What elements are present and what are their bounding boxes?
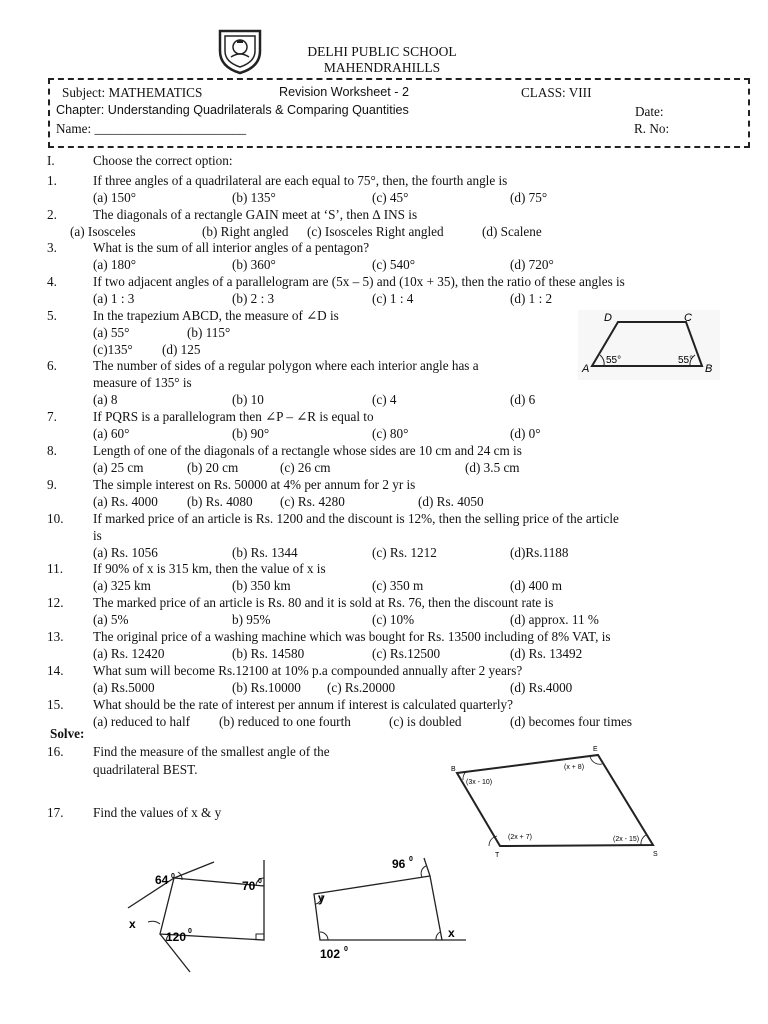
question-number: 12.	[47, 595, 64, 610]
option-b: b) 95%	[232, 612, 271, 627]
option-c: (c) 45°	[372, 190, 409, 205]
chapter-label: Chapter: Understanding Quadrilaterals & Comparing Quantities	[56, 103, 409, 117]
fig2-angle-102-deg: 0	[344, 946, 348, 953]
question-number: 6.	[47, 358, 57, 373]
option-c: (c) 80°	[372, 426, 409, 441]
best-label-t: T	[495, 852, 500, 859]
trap-angle-a: 55°	[606, 355, 622, 366]
question-text: The original price of a washing machine which was bought for Rs. 13500 including of 8% VAT, is	[93, 629, 611, 644]
question-text: What should be the rate of interest per annum if interest is calculated quarterly?	[93, 697, 514, 712]
question-text: The number of sides of a regular polygon where each interior angle has a	[93, 358, 479, 373]
question-number: 7.	[47, 409, 57, 424]
option-d: (d) 1 : 2	[510, 291, 553, 306]
option-b: (b) 10	[232, 392, 264, 407]
option-c: (c) is doubled	[389, 714, 462, 729]
fig1-angle-70-deg: 0	[258, 878, 262, 885]
question-text: If 90% of x is 315 km, then the value of x is	[93, 561, 326, 576]
option-a: (a) 150°	[93, 190, 136, 205]
trap-label-d: D	[604, 312, 612, 324]
date-label: Date:	[635, 104, 664, 119]
fig1-label-x: x	[129, 917, 136, 931]
question-text: The diagonals of a rectangle GAIN meet at ‘S’, then ∆ INS is	[93, 207, 418, 222]
option-a: (a) 8	[93, 392, 118, 407]
option-b: (b) 2 : 3	[232, 291, 275, 306]
question-text: If two adjacent angles of a parallelogram are (5x – 5) and (10x + 35), then the ratio of these angles is	[93, 274, 625, 289]
option-a: (a) Rs. 1056	[93, 545, 158, 560]
option-c: (c) Isosceles Right angled	[307, 224, 444, 239]
fig1-angle-64: 64	[155, 873, 169, 887]
solve-title: Solve:	[50, 726, 85, 741]
option-c: (c) 26 cm	[280, 460, 331, 475]
option-c: (c) Rs. 1212	[372, 545, 437, 560]
option-a: (a) 5%	[93, 612, 129, 627]
question-text: If three angles of a quadrilateral are each equal to 75°, then, the fourth angle is	[93, 173, 508, 188]
trapezium-figure	[578, 310, 720, 380]
option-d: (d) 3.5 cm	[465, 460, 520, 475]
worksheet-title: Revision Worksheet - 2	[279, 85, 409, 99]
question-text: In the trapezium ABCD, the measure of ∠D is	[93, 308, 339, 323]
question-text-continued: measure of 135° is	[93, 375, 192, 390]
option-d: (d) Rs. 4050	[418, 494, 484, 509]
option-b: (b) 360°	[232, 257, 276, 272]
option-d: (d) Scalene	[482, 224, 542, 239]
name-field: Name: _______________________	[56, 121, 247, 136]
question-number: 10.	[47, 511, 64, 526]
question-number: 13.	[47, 629, 64, 644]
class-label: CLASS: VIII	[521, 85, 592, 100]
rno-label: R. No:	[634, 121, 670, 136]
fig1-angle-120: 120	[166, 930, 187, 944]
question-text: If marked price of an article is Rs. 1200 and the discount is 12%, then the selling price of the article	[93, 511, 619, 526]
fig2-label-y: y	[318, 891, 325, 905]
option-d: (d) 720°	[510, 257, 554, 272]
question-number: 4.	[47, 274, 57, 289]
option-a: (a) 60°	[93, 426, 130, 441]
q16-text: Find the measure of the smallest angle of the	[93, 744, 330, 759]
subject-label: Subject: MATHEMATICS	[62, 85, 203, 100]
option-b: (b) reduced to one fourth	[219, 714, 351, 729]
fig1-angle-120-deg: 0	[188, 928, 192, 935]
option-a: (a) Isosceles	[70, 224, 136, 239]
option-a: (a) Rs.5000	[93, 680, 155, 695]
question-text: If PQRS is a parallelogram then ∠P – ∠R is equal to	[93, 409, 374, 424]
question-number: 9.	[47, 477, 57, 492]
option-c: (c) 350 m	[372, 578, 424, 593]
angle-figure-1	[120, 858, 290, 978]
option-b: (b) Rs. 14580	[232, 646, 305, 661]
fig2-angle-96-deg: 0	[409, 856, 413, 863]
option-b: (b) Rs. 4080	[187, 494, 253, 509]
option-b: (b) 90°	[232, 426, 270, 441]
section-number: I.	[47, 153, 55, 168]
fig1-angle-70: 70	[242, 879, 256, 893]
question-number: 8.	[47, 443, 57, 458]
option-b: (b) 115°	[187, 325, 231, 340]
question-number: 2.	[47, 207, 57, 222]
trap-angle-b: 55°	[678, 355, 694, 366]
option-d: (d) Rs. 13492	[510, 646, 583, 661]
option-b: (b) 350 km	[232, 578, 291, 593]
best-angle-e: (x + 8)	[564, 764, 585, 771]
angle-figure-2	[300, 852, 470, 972]
option-d: (d) 125	[162, 342, 201, 357]
q17-number: 17.	[47, 805, 64, 820]
option-d: (d) approx. 11 %	[510, 612, 599, 627]
best-figure	[440, 740, 665, 862]
option-b: (b) Right angled	[202, 224, 289, 239]
option-b: (b) 20 cm	[187, 460, 239, 475]
question-number: 15.	[47, 697, 64, 712]
option-a: (a) 1 : 3	[93, 291, 135, 306]
option-a: (a) reduced to half	[93, 714, 191, 729]
option-c: (c) Rs.12500	[372, 646, 441, 661]
option-c: (c) Rs. 4280	[280, 494, 345, 509]
option-d: (d) becomes four times	[510, 714, 632, 729]
option-d: (d) 6	[510, 392, 536, 407]
option-d: (d) 75°	[510, 190, 548, 205]
option-a: (a) Rs. 12420	[93, 646, 165, 661]
question-text-continued: is	[93, 528, 102, 543]
question-text: What is the sum of all interior angles of a pentagon?	[93, 240, 370, 255]
option-b: (b) 135°	[232, 190, 276, 205]
option-c: (c) 4	[372, 392, 397, 407]
question-text: The simple interest on Rs. 50000 at 4% per annum for 2 yr is	[93, 477, 416, 492]
fig2-angle-102: 102	[320, 947, 341, 961]
fig1-angle-64-deg: 0	[171, 873, 175, 880]
school-branch: MAHENDRAHILLS	[323, 60, 441, 75]
question-number: 5.	[47, 308, 57, 323]
q16-text-2: quadrilateral BEST.	[93, 762, 198, 777]
section-title: Choose the correct option:	[93, 153, 233, 168]
school-name: DELHI PUBLIC SCHOOL	[307, 44, 457, 59]
option-c: (c)135°	[93, 342, 133, 357]
best-angle-b: (3x - 10)	[466, 779, 493, 786]
question-number: 1.	[47, 173, 57, 188]
question-text: What sum will become Rs.12100 at 10% p.a compounded annually after 2 years?	[93, 663, 523, 678]
option-d: (d)Rs.1188	[510, 545, 569, 560]
option-a: (a) 325 km	[93, 578, 151, 593]
question-text: The marked price of an article is Rs. 80 and it is sold at Rs. 76, then the discount rate is	[93, 595, 554, 610]
trap-label-b: B	[705, 363, 713, 375]
question-number: 11.	[47, 561, 63, 576]
q16-number: 16.	[47, 744, 64, 759]
best-label-s: S	[653, 851, 658, 858]
trap-label-a: A	[582, 363, 590, 375]
option-d: (d) Rs.4000	[510, 680, 573, 695]
option-a: (a) 25 cm	[93, 460, 144, 475]
option-b: (b) Rs.10000	[232, 680, 301, 695]
option-c: (c) 1 : 4	[372, 291, 414, 306]
question-text: Length of one of the diagonals of a rectangle whose sides are 10 cm and 24 cm is	[93, 443, 522, 458]
fig2-label-x: x	[448, 926, 455, 940]
option-c: (c) 540°	[372, 257, 415, 272]
option-d: (d) 0°	[510, 426, 541, 441]
question-number: 3.	[47, 240, 57, 255]
option-a: (a) 55°	[93, 325, 130, 340]
question-number: 14.	[47, 663, 64, 678]
best-label-b: B	[451, 766, 456, 773]
best-angle-s: (2x - 15)	[613, 836, 640, 843]
option-a: (a) Rs. 4000	[93, 494, 158, 509]
option-d: (d) 400 m	[510, 578, 563, 593]
option-b: (b) Rs. 1344	[232, 545, 298, 560]
q17-text: Find the values of x & y	[93, 805, 222, 820]
trap-label-c: C	[684, 312, 692, 324]
option-c: (c) 10%	[372, 612, 415, 627]
fig2-angle-96: 96	[392, 857, 406, 871]
best-label-e: E	[593, 746, 598, 753]
option-a: (a) 180°	[93, 257, 136, 272]
option-c: (c) Rs.20000	[327, 680, 396, 695]
best-angle-t: (2x + 7)	[508, 834, 532, 841]
